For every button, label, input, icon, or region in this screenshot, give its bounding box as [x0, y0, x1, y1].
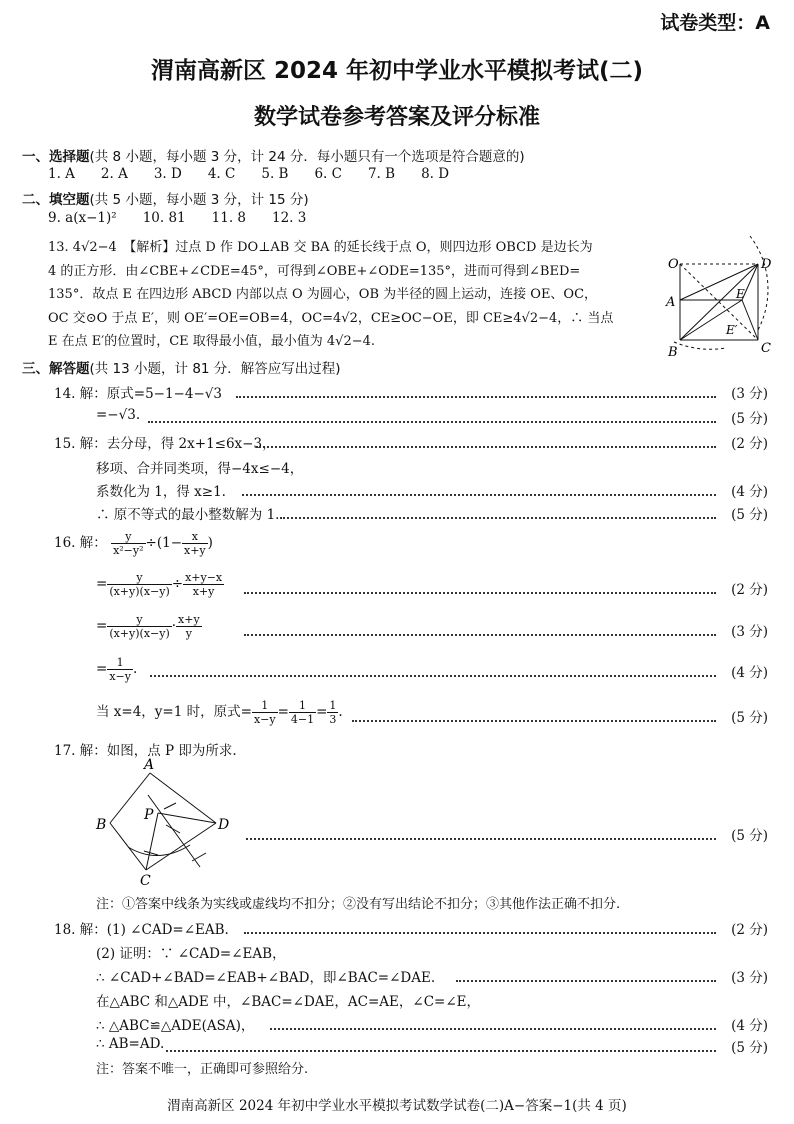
score: (3 分) [731, 970, 768, 986]
score: (5 分) [731, 828, 768, 844]
score: (4 分) [731, 665, 768, 681]
label-b: B [668, 345, 678, 360]
label-a: A [666, 295, 676, 310]
q14-line1: 14. 解：原式=5−1−4−√3 [54, 386, 222, 402]
q18-note: 注：答案不唯一，正确即可参照给分. [96, 1062, 309, 1077]
section-fill-heading: 二、填空题(共 5 小题，每小题 3 分，计 15 分) [22, 192, 309, 208]
q18-line5: ∴ △ABC≌△ADE(ASA)， [96, 1018, 255, 1034]
score: (2 分) [731, 436, 768, 452]
fill-answers: 9. a(x−1)² 10. 81 11. 8 12. 3 [48, 210, 307, 226]
q18-line2: (2) 证明：∵ ∠CAD=∠EAB， [96, 946, 286, 962]
label-e-prime: E′ [726, 323, 738, 337]
page-title: 渭南高新区 2024 年初中学业水平模拟考试(二) [150, 58, 644, 84]
score: (2 分) [731, 922, 768, 938]
section-solve-heading: 三、解答题(共 13 小题，计 81 分．解答应写出过程) [22, 361, 341, 377]
q17-line1: 17. 解：如图，点 P 即为所求. [54, 743, 237, 759]
choice-answers: 1. A 2. A 3. D 4. C 5. B 6. C 7. B 8. D [48, 166, 450, 182]
label-d: D [761, 257, 772, 272]
q17-note: 注：①答案中线条为实线或虚线均不扣分；②没有写出结论不扣分；③其他作法正确不扣分. [96, 897, 621, 912]
q17-figure [88, 755, 238, 890]
score: (4 分) [731, 484, 768, 500]
q18-line1: 18. 解：(1) ∠CAD=∠EAB. [54, 922, 229, 938]
q16-line4: = $\frac{1}{x-y}$ . [96, 656, 138, 683]
label-o: O [668, 257, 679, 272]
q15-line4: ∴ 原不等式的最小整数解为 1. [96, 507, 280, 523]
q18-line4: 在△ABC 和△ADE 中，∠BAC=∠DAE，AC=AE，∠C=∠E， [96, 994, 480, 1010]
q18-line6: ∴ AB=AD. [96, 1036, 165, 1052]
q16-line1: 16. 解： $\frac{y}{\text{x²−y²}}$ ÷(1− $\frac{x}{x+y}$ ) [54, 530, 213, 557]
q16-line5: 当 x=4，y=1 时，原式= $\frac{1}{x-y}$ = $\frac{1}{4-1}$ = $\frac{1}{3}$ . [96, 699, 343, 726]
section-choice-heading: 一、选择题(共 8 小题，每小题 3 分，计 24 分．每小题只有一个选项是符合题意的) [22, 149, 525, 165]
q15-line1: 15. 解：去分母，得 2x+1≤6x−3， [54, 436, 276, 452]
q15-line2: 移项、合并同类项，得−4x≤−4， [96, 461, 304, 477]
label-p: P [144, 807, 154, 823]
page-subtitle: 数学试卷参考答案及评分标准 [253, 105, 540, 130]
q13-solution: 13. 4√2−4 【解析】过点 D 作 DO⊥AB 交 BA 的延长线于点 O，则四边形 OBCD 是边长为 4 的正方形．由∠CBE+∠CDE=45°，可得到∠OBE+∠ODE=135°，进而可得到∠BED= 135°．故点 E 在四边形 ABCD 内部以点 O 为圆心，OB 为半径的圆上运动，连接 OE、OC， OC 交⊙O 于点 E′，则 OE′=OE=OB=4，OC=4√2，CE≥OC−OE，即 CE≥4√2−4，∴ 当点 E 在点 E′的位置时，CE 取得最小值，最小值为 4√2−4. [48, 240, 614, 349]
label-c: C [761, 341, 771, 356]
q18-line3: ∴ ∠CAD+∠BAD=∠EAB+∠BAD，即∠BAC=∠DAE. [96, 970, 436, 986]
score: (5 分) [731, 507, 768, 523]
label-e: E [736, 287, 745, 301]
score: (2 分) [731, 582, 768, 598]
q16-line2: = $\frac{y}{(x+y)(x-y)}$ ÷ $\frac{x+y-x}{x+y}$ [96, 571, 223, 598]
q16-line3: = $\frac{y}{(x+y)(x-y)}$ · $\frac{x+y}{y}$ [96, 613, 200, 640]
score: (5 分) [731, 710, 768, 726]
score: (5 分) [731, 1040, 768, 1056]
label-a: A [144, 757, 155, 773]
score: (3 分) [731, 624, 768, 640]
label-b: B [96, 817, 107, 833]
q13-figure [662, 230, 782, 362]
label-c: C [140, 873, 151, 889]
paper-type: 试卷类型：A [660, 12, 770, 34]
q15-line3: 系数化为 1，得 x≥1. [96, 484, 226, 500]
page-footer: 渭南高新区 2024 年初中学业水平模拟考试数学试卷(二)A−答案−1(共 4 页) [167, 1098, 627, 1114]
score: (3 分) [731, 386, 768, 402]
q14-line2: =−√3. [96, 407, 141, 423]
score: (4 分) [731, 1018, 768, 1034]
score: (5 分) [731, 411, 768, 427]
label-d: D [218, 817, 230, 833]
